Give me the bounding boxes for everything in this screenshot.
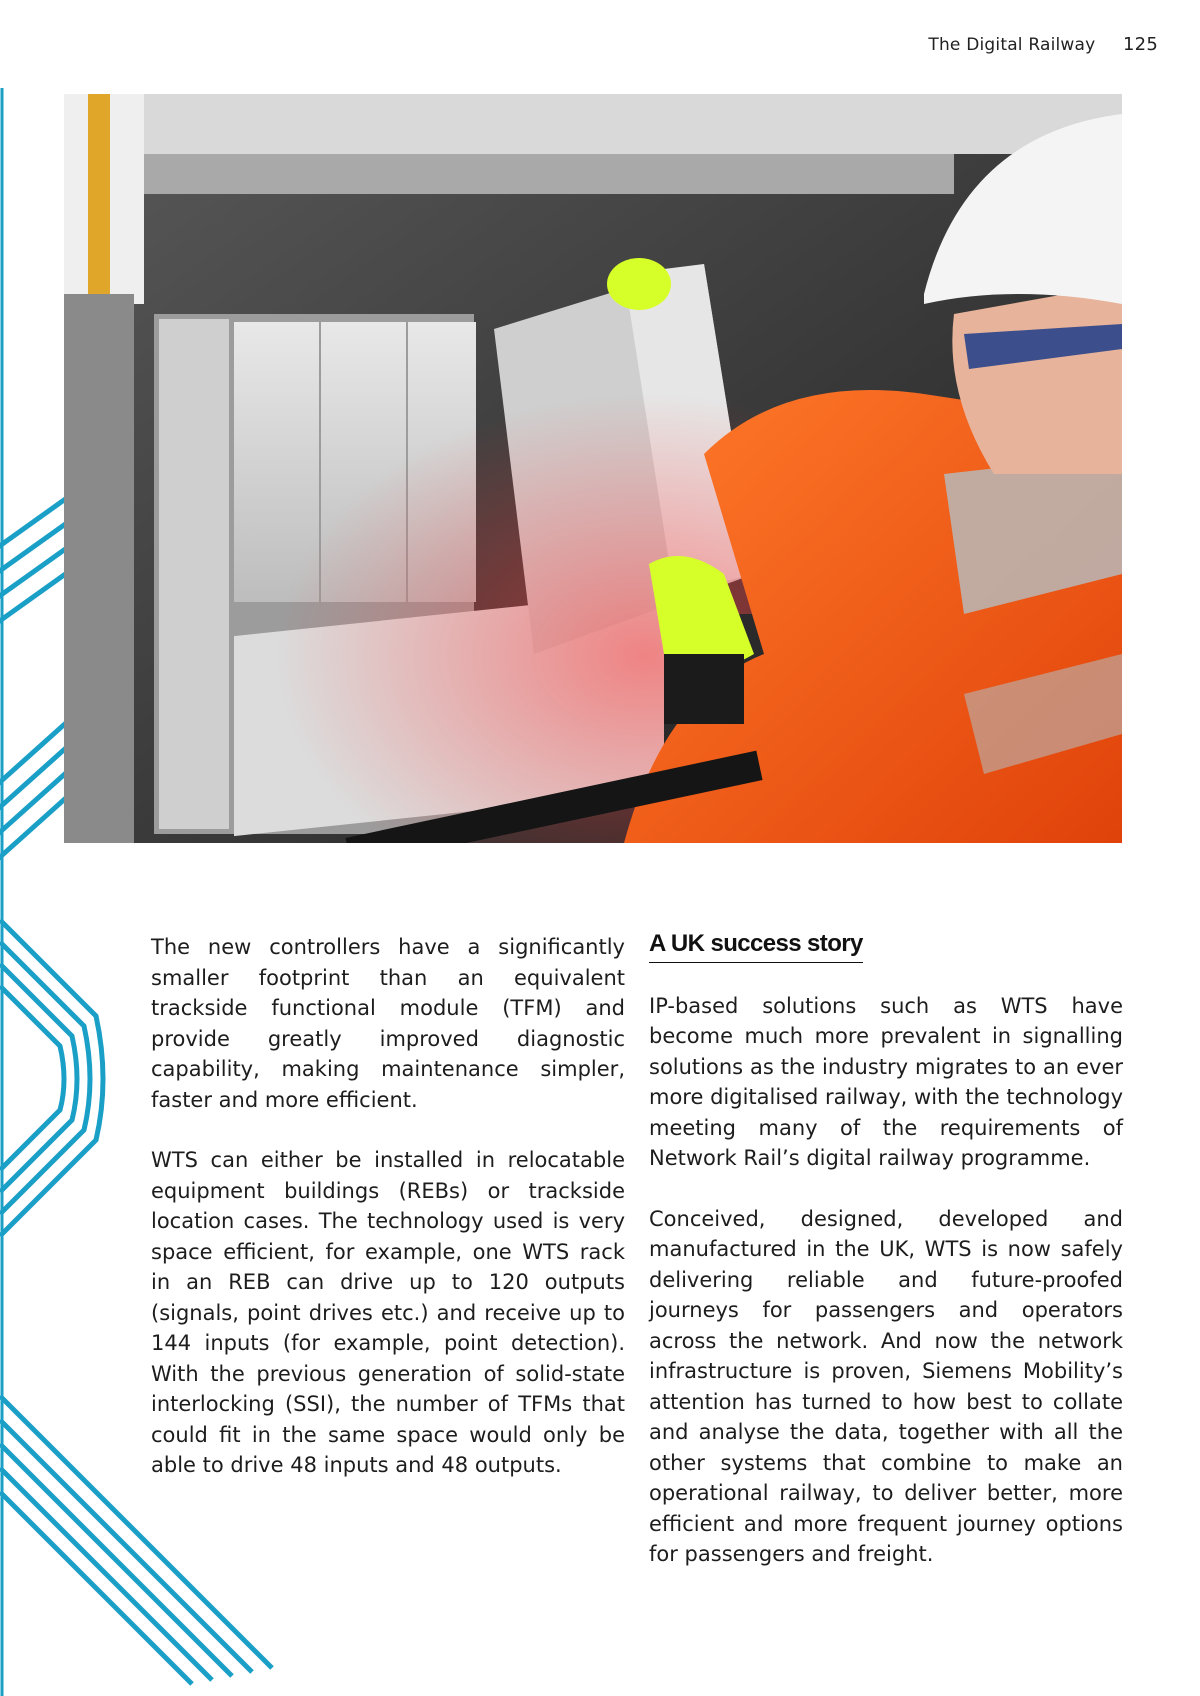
section-heading: A UK success story [649,929,863,963]
photo-engineer-signalling-rack-icon [64,94,1122,843]
paragraph: The new controllers have a significantly smaller footprint than an equivalent trackside functional module (TFM) and provide greatly improved diagnostic capability, making maintenance simpler, faster and more efficient. [151,935,625,1112]
paragraph: Conceived, designed, developed and manufactured in the UK, WTS is now safely delivering reliable and future-proofed journeys for passengers and operators across the network. And now the network infrastructure is proven, Siemens Mobility’s attention has turned to how best to collate and analyse the data, together with all the other systems that combine to make an operational railway, to deliver better, more efficient and more frequent journey options for passengers and freight. [649,1206,1123,1566]
right-column [649,929,1123,1600]
publication-title: The Digital Railway [928,35,1096,55]
page-number: 125 [1123,34,1158,55]
paragraph: IP-based solutions such as WTS have become much more prevalent in signalling solutions as the industry migrates to an ever more digitalised railway, with the technology meeting many of the requirements of Network Rail’s digital railway programme. [649,993,1124,1170]
engineer-rack-photo [64,94,1122,843]
running-header [928,34,1158,55]
left-column [151,932,625,1511]
paragraph: WTS can either be installed in relocatable equipment buildings (REBs) or trackside location cases. The technology used is very space efficient, for example, one WTS rack in an REB can drive up to 120 outputs (signals, point drives etc.) and receive up to 144 inputs (for example, point detection). With the previous generation of solid-state interlocking (SSI), the number of TFMs that could fit in the same space would only be able to drive 48 inputs and 48 outputs. [151,1148,625,1477]
